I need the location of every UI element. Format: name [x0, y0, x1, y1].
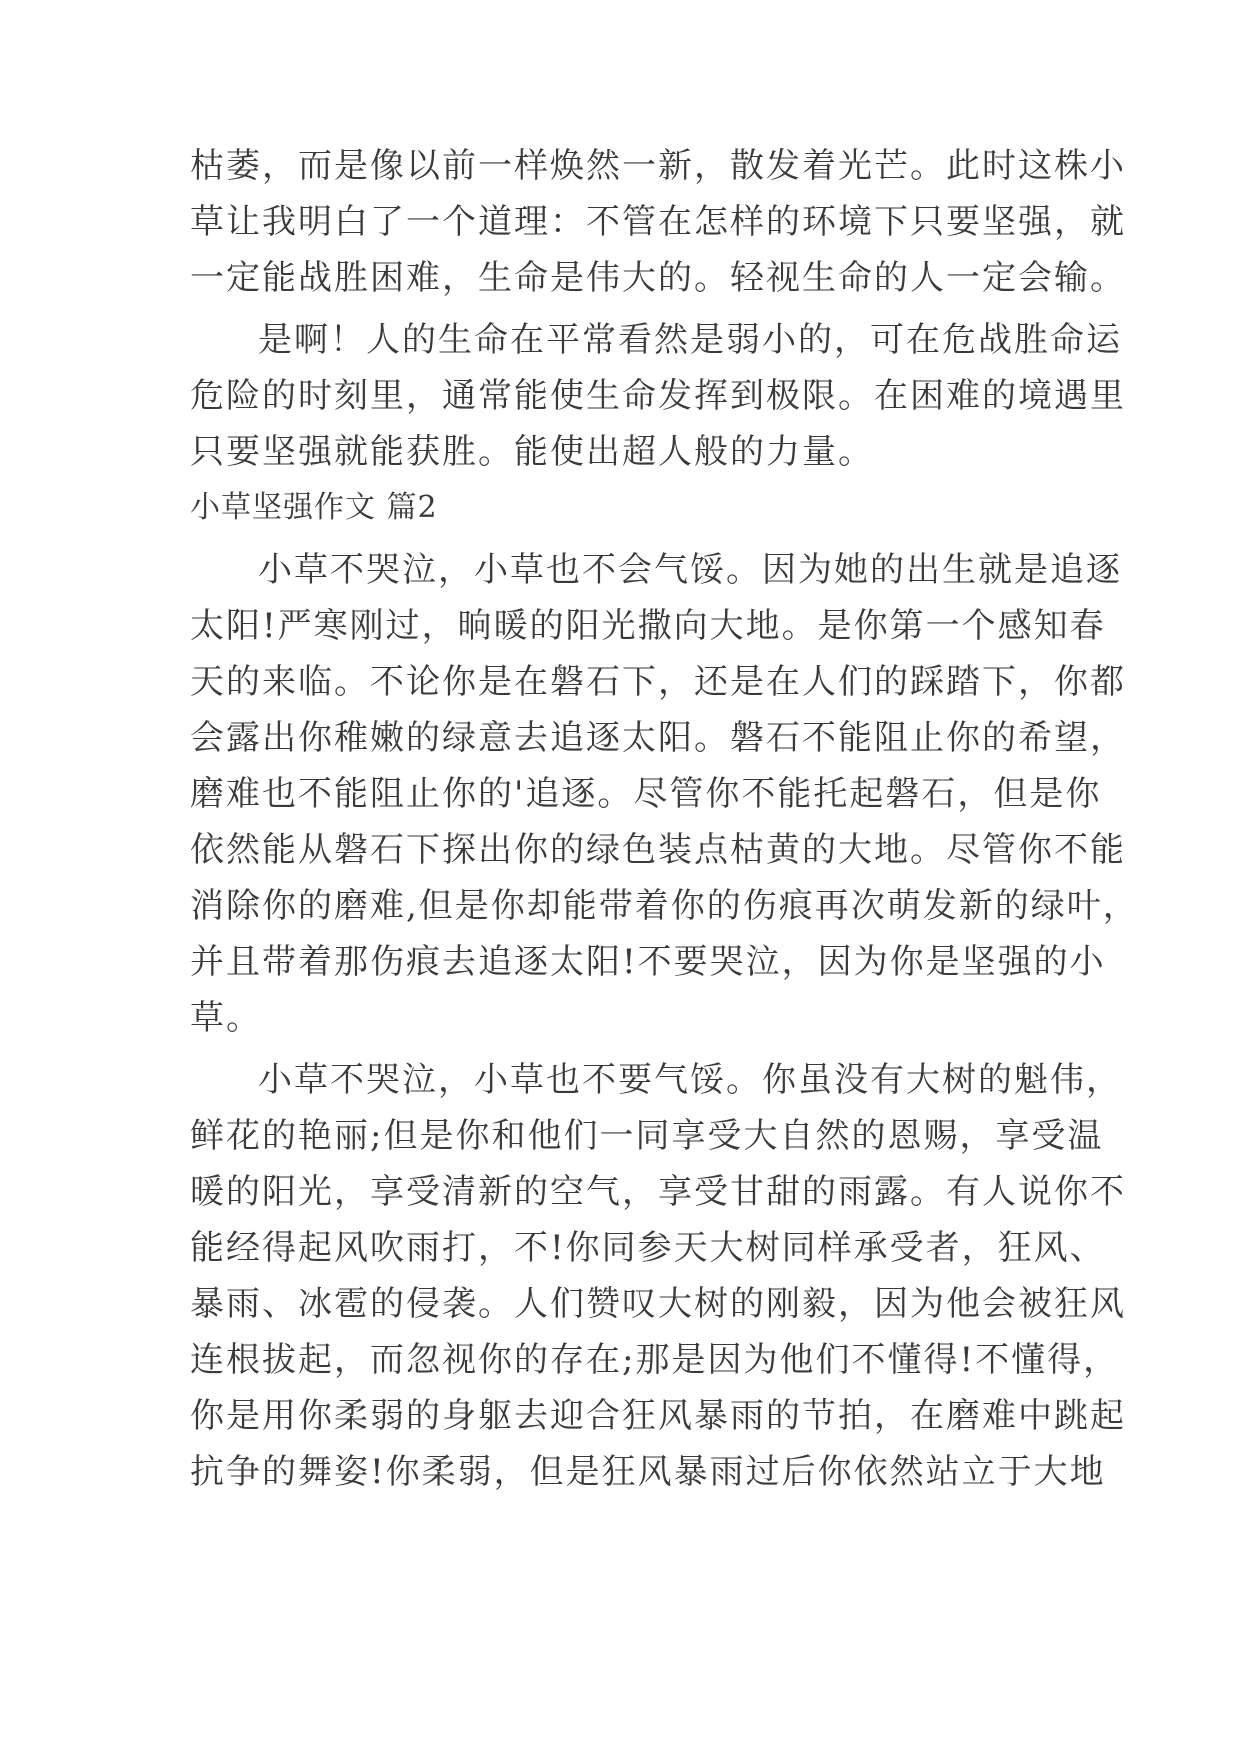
- text-line: 小草不哭泣，小草也不会气馁。因为她的出生就是追逐: [258, 550, 1122, 590]
- text-line: 草让我明白了一个道理：不管在怎样的环境下只要坚强，就: [190, 202, 1126, 242]
- text-line: 枯萎，而是像以前一样焕然一新，散发着光芒。此时这株小: [190, 146, 1126, 186]
- text-line: 天的来临。不论你是在磐石下，还是在人们的踩踏下，你都: [190, 662, 1126, 702]
- text-line: 会露出你稚嫩的绿意去追逐太阳。磐石不能阻止你的希望，: [190, 718, 1126, 758]
- text-line: 草。: [190, 998, 262, 1038]
- text-line: 暴雨、冰雹的侵袭。人们赞叹大树的刚毅，因为他会被狂风: [190, 1284, 1126, 1324]
- text-line: 只要坚强就能获胜。能使出超人般的力量。: [190, 432, 874, 472]
- text-line: 小草不哭泣，小草也不要气馁。你虽没有大树的魁伟，: [258, 1060, 1122, 1100]
- paragraph-1: [190, 138, 1126, 306]
- text-line: 一定能战胜困难，生命是伟大的。轻视生命的人一定会输。: [190, 258, 1126, 298]
- text-line: 依然能从磐石下探出你的绿色装点枯黄的大地。尽管你不能: [190, 830, 1126, 870]
- text-line: 你是用你柔弱的身躯去迎合狂风暴雨的节拍，在磨难中跳起: [190, 1396, 1126, 1436]
- text-line: 磨难也不能阻止你的'追逐。尽管你不能托起磐石，但是你: [190, 774, 1102, 814]
- text-line: 消除你的磨难,但是你却能带着你的伤痕再次萌发新的绿叶，: [190, 886, 1139, 926]
- paragraph-2: [190, 312, 1126, 480]
- paragraph-3: [190, 542, 1139, 1046]
- text-line: 连根拔起，而忽视你的存在;那是因为他们不懂得!不懂得，: [190, 1340, 1120, 1380]
- document-page: [190, 138, 1139, 1500]
- text-line: 危险的时刻里，通常能使生命发挥到极限。在困难的境遇里: [190, 376, 1126, 416]
- text-line: 太阳!严寒刚过，晌暖的阳光撒向大地。是你第一个感知春: [190, 606, 1106, 646]
- text-line: 是啊！人的生命在平常看然是弱小的，可在危战胜命运: [258, 320, 1122, 360]
- text-line: 并且带着那伤痕去追逐太阳!不要哭泣，因为你是坚强的小: [190, 942, 1106, 982]
- text-line: 能经得起风吹雨打，不!你同参天大树同样承受者，狂风、: [190, 1228, 1106, 1268]
- text-line: 暖的阳光，享受清新的空气，享受甘甜的雨露。有人说你不: [190, 1172, 1126, 1212]
- section-heading: 小草坚强作文 篇2: [190, 490, 438, 525]
- paragraph-4: [190, 1052, 1126, 1500]
- text-line: 抗争的舞姿!你柔弱，但是狂风暴雨过后你依然站立于大地: [190, 1452, 1106, 1492]
- text-line: 鲜花的艳丽;但是你和他们一同享受大自然的恩赐，享受温: [190, 1116, 1104, 1156]
